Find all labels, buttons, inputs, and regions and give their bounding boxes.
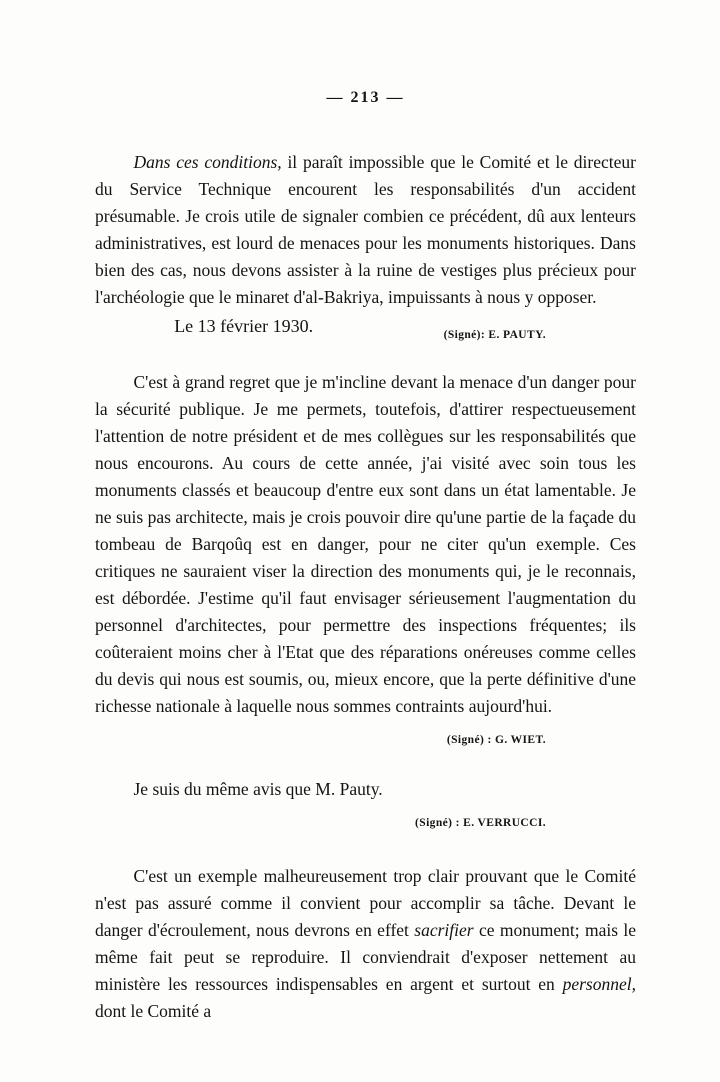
paragraph-1 bbox=[95, 149, 636, 311]
signature-wiet: (Signé) : G. WIET. bbox=[446, 734, 546, 746]
paragraph-2: C'est à grand regret que je m'incline devant la menace d'un danger pour la sécurité publique. Je me permets, toutefois, d'attirer respectueusement l'attention de notre président et de mes collègues sur les responsabilités que nous encourons. Au cours de cette année, j'ai visité avec soin tous les monuments classés et beaucoup d'entre eux sont dans un état lamentable. Je ne suis pas architecte, mais je crois pouvoir dire qu'une partie de la façade du tombeau de Barqoûq est en danger, pour ne citer qu'un exemple. Ces critiques ne sauraient viser la direction des monuments qui, je le reconnais, est débordée. J'estime qu'il faut envisager sérieusement l'augmentation du personnel d'architectes, pour permettre des inspections fréquentes; ils coûteraient moins cher à l'Etat que des réparations onéreuses comme celles du devis qui nous est soumis, ou, mieux encore, que la perte définitive d'une richesse nationale à laquelle nous sommes contraints aujourd'hui. bbox=[95, 372, 636, 716]
signature-block-wiet bbox=[95, 724, 636, 754]
date-line: Le 13 février 1930. bbox=[174, 316, 314, 336]
signature-verrucci: (Signé) : E. VERRUCCI. bbox=[415, 817, 546, 829]
date-signature-row bbox=[95, 313, 636, 343]
page-number: — 213 — bbox=[326, 89, 405, 106]
signature-pauty: (Signé): E. PAUTY. bbox=[443, 329, 546, 341]
paragraph-4-text-3: dont le Comité a bbox=[95, 1001, 212, 1021]
paragraph-1-text: il paraît impossible que le Comité et le directeur du Service Technique encourent les responsabilités d'un accident présumable. Je crois utile de signaler combien ce précédent, dû aux lenteurs administratives, est lourd de menaces pour les monuments historiques. Dans bien des cas, nous devons assister à la ruine de vestiges plus précieux pour l'archéologie que le minaret d'al-Bakriya, impuissants à nous y opposer. bbox=[95, 152, 636, 307]
paragraph-4-text-1: C'est un exemple malheureusement trop clair prouvant que le Comité n'est pas assuré comme il convient pour accomplir sa tâche. Devant le danger d'écroulement, nous devrons en effet bbox=[95, 866, 636, 940]
paragraph-1-italic-lead: Dans ces conditions, bbox=[133, 152, 282, 172]
paragraph-4-italic-1: sacrifier bbox=[414, 920, 474, 940]
spacer bbox=[95, 754, 636, 776]
signature-block-verrucci bbox=[95, 807, 636, 837]
paragraph-4 bbox=[95, 863, 636, 1025]
spacer bbox=[95, 837, 636, 863]
paragraph-4-italic-2: personnel, bbox=[562, 974, 636, 994]
paragraph-3: Je suis du même avis que M. Pauty. bbox=[133, 779, 383, 799]
paragraph-4-text-2: ce monument; mais le même fait peut se reproduire. Il conviendrait d'exposer nettement au ministère les ressources indispensables en argent et surtout en bbox=[95, 920, 637, 994]
